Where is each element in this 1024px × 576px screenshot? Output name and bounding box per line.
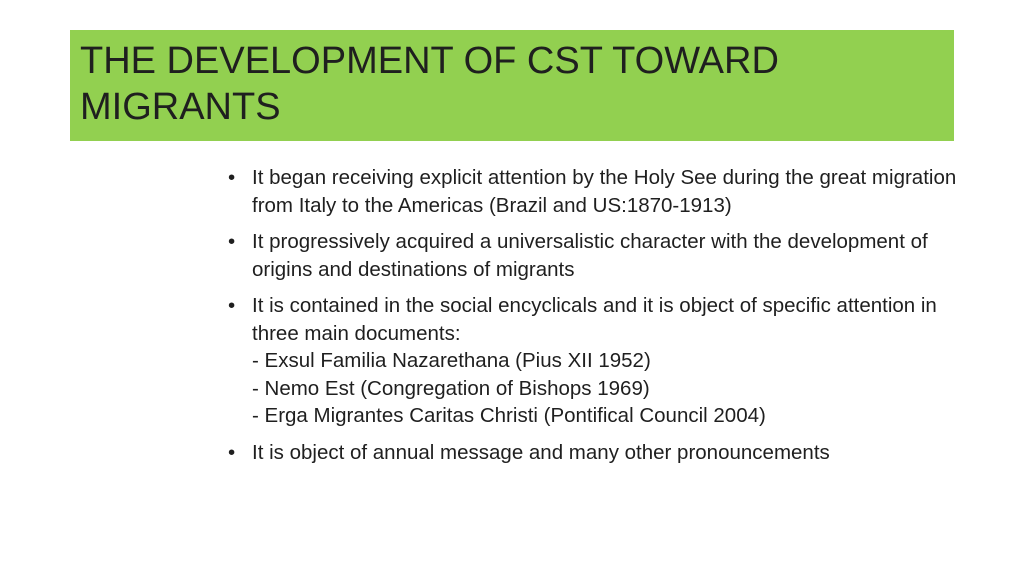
title-bar — [70, 30, 954, 141]
bullet-list — [228, 164, 968, 475]
bullet-item — [228, 292, 968, 430]
bullet-text: It is object of annual message and many other pronouncements — [252, 440, 830, 464]
document-item-nemo-est: - Nemo Est (Congregation of Bishops 1969) — [252, 376, 650, 400]
bullet-icon: • — [228, 440, 236, 464]
bullet-text: It progressively acquired a universalistic character with the development of origins and destinations of migrants — [252, 230, 928, 281]
bullet-text: It began receiving explicit attention by the Holy See during the great migration from Italy to the Americas (Brazil and US:1870-1913) — [252, 166, 957, 217]
bullet-text-block — [252, 292, 968, 430]
bullet-icon: • — [228, 230, 236, 253]
document-item-erga-migrantes: - Erga Migrantes Caritas Christi (Pontifical Council 2004) — [252, 404, 766, 427]
bullet-icon: • — [228, 294, 236, 317]
bullet-text: It is contained in the social encyclicals and it is object of specific attention in three main documents: — [252, 294, 937, 345]
bullet-item — [228, 228, 968, 283]
slide-title: THE DEVELOPMENT OF CST TOWARD MIGRANTS — [80, 40, 779, 128]
document-item-exsul-familia: - Exsul Familia Nazarethana (Pius XII 1952) — [252, 349, 651, 372]
bullet-icon: • — [228, 166, 236, 189]
bullet-item — [228, 164, 968, 219]
bullet-item — [228, 439, 968, 467]
